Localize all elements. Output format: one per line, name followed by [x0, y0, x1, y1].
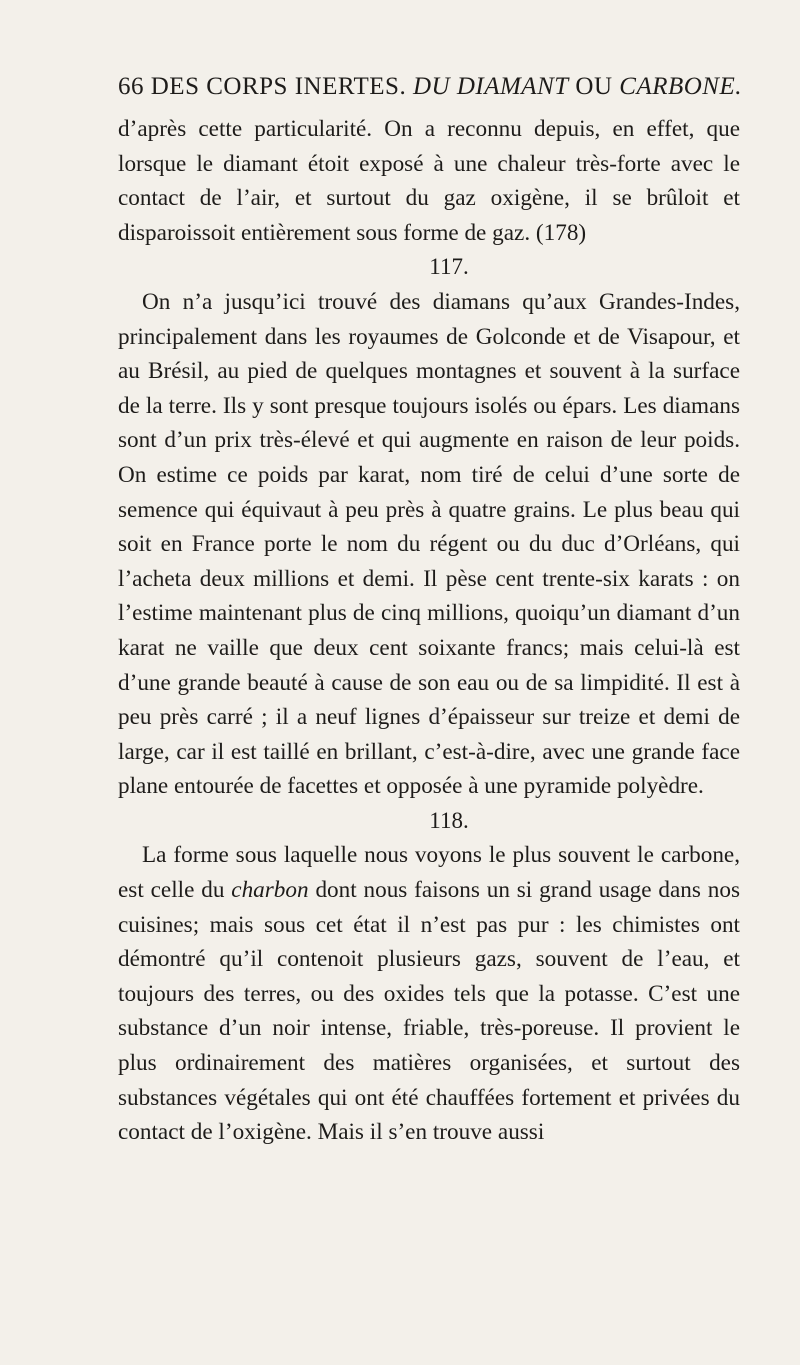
- running-head-part-2: DU DIAMANT: [412, 73, 569, 100]
- body-text: [118, 112, 740, 1150]
- section-number-117: 117.: [429, 254, 469, 280]
- running-head-part-1: DES CORPS INERTES.: [150, 73, 407, 100]
- page-number: 66: [118, 73, 144, 100]
- paragraph-116-continuation: d’après cette particularité. On a reconnu depuis, en effet, que lorsque le diamant étoit exposé à une chaleur très-forte avec le contact de l’air, et surtout du gaz oxigène, il se brûloit et disparoissoit entièrement sous forme de gaz. (178): [118, 116, 740, 246]
- paragraph-118-part-b: dont nous faisons un si grand usage dans nos cuisines; mais sous cet état il n’est pas pur : les chimistes ont démontré qu’il contenoit plusieurs gazs, souvent de l’eau, et toujours des terres, ou des oxides tels que la potasse. C’est une substance d’un noir intense, friable, très-poreuse. Il provient le plus ordinairement des matières organisées, et surtout des substances végétales qui ont été chauffées fortement et privées du contact de l’oxigène. Mais il s’en trouve aussi: [118, 877, 740, 1146]
- running-head: [118, 73, 743, 101]
- running-head-part-4: CARBONE.: [619, 73, 743, 100]
- paragraph-117: On n’a jusqu’ici trouvé des diamans qu’aux Grandes-Indes, principalement dans les royaumes de Golconde et de Visapour, et au Brésil, au pied de quelques montagnes et souvent à la surface de la terre. Ils y sont presque toujours isolés ou épars. Les diamans sont d’un prix très-élevé et qui augmente en raison de leur poids. On estime ce poids par karat, nom tiré de celui d’une sorte de semence qui équivaut à peu près à quatre grains. Le plus beau qui soit en France porte le nom du régent ou du duc d’Orléans, qui l’acheta deux millions et demi. Il pèse cent trente-six karats : on l’estime maintenant plus de cinq millions, quoiqu’un diamant d’un karat ne vaille que deux cent soixante francs; mais celui-là est d’une grande beauté à cause de son eau ou de sa limpidité. Il est à peu près carré ; il a neuf lignes d’épaisseur sur treize et demi de large, car il est taillé en brillant, c’est-à-dire, avec une grande face plane entourée de facettes et opposée à une pyramide polyèdre.: [118, 288, 740, 800]
- paragraph-118-italic-word: charbon: [231, 877, 309, 904]
- section-number-118: 118.: [429, 807, 469, 833]
- paragraph-118: [118, 838, 740, 1149]
- paragraph-118-part-a: La forme sous laquelle nous voyons le plus souvent le carbone, est celle du: [118, 842, 740, 904]
- running-head-part-3: OU: [575, 73, 613, 100]
